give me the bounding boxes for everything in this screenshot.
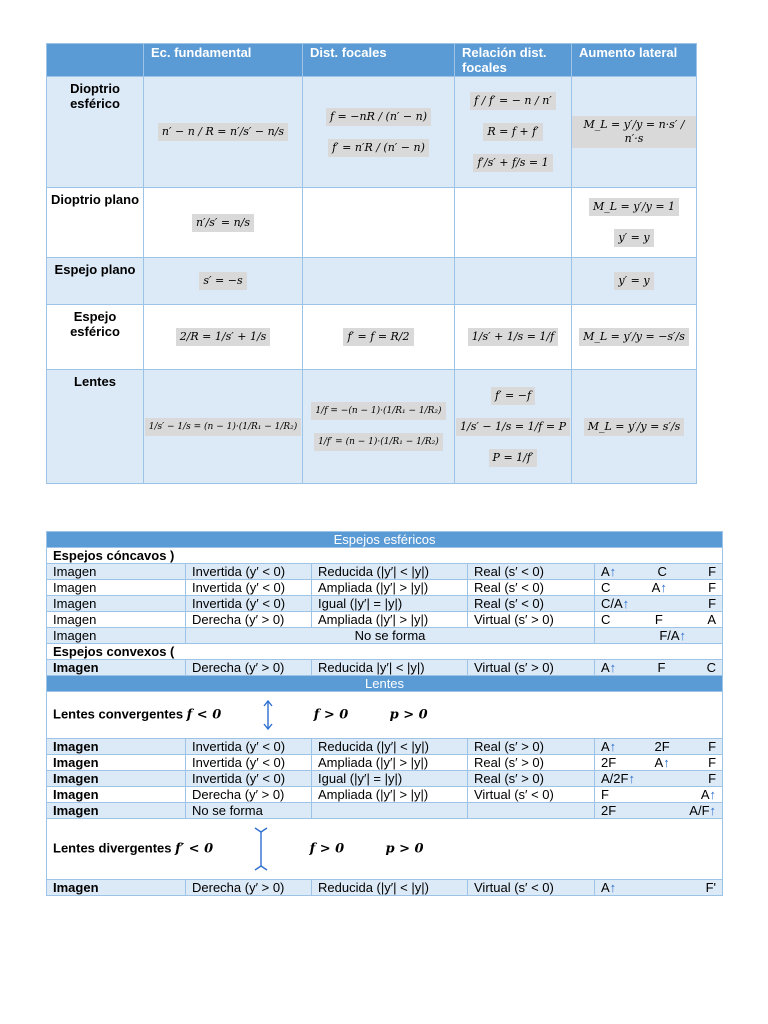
cell: Invertida (y′ < 0) <box>186 739 312 755</box>
cell: Derecha (y′ > 0) <box>186 787 312 803</box>
table-row <box>47 739 723 755</box>
table-row <box>47 787 723 803</box>
position-marker: F <box>708 596 717 611</box>
cell: Derecha (y′ > 0) <box>186 612 312 628</box>
position-marker: F/A↑ <box>595 628 723 644</box>
cell: Invertida (y′ < 0) <box>186 564 312 580</box>
cell: Virtual (s′ > 0) <box>468 660 595 676</box>
formula: f = −nR / (n′ − n) <box>326 108 431 126</box>
concave-label: Espejos cóncavos ) <box>47 548 723 564</box>
position-marker: A↑ <box>654 755 670 770</box>
cell: Imagen <box>47 880 186 896</box>
position-marker: F <box>708 771 717 786</box>
header-dist-focales: Dist. focales <box>303 44 455 77</box>
position-marker: F <box>708 755 717 770</box>
table-row <box>47 612 723 628</box>
cell: Reducida (|y′| < |y|) <box>312 739 468 755</box>
cell: Reducida (|y′| < |y|) <box>312 880 468 896</box>
cell: Ampliada (|y′| > |y|) <box>312 787 468 803</box>
formula: M_L = y′/y = 1 <box>589 198 679 216</box>
formula: y′ = y <box>614 229 653 247</box>
position-marker: C/A↑ <box>601 596 630 611</box>
formula: s′ = −s <box>199 272 246 290</box>
cell: Imagen <box>47 564 186 580</box>
formula: f′ < 0 <box>175 841 214 857</box>
cell: Real (s′ > 0) <box>468 739 595 755</box>
row-label: Espejo plano <box>47 258 144 305</box>
cell: Virtual (s′ < 0) <box>468 880 595 896</box>
cell: Derecha (y′ > 0) <box>186 660 312 676</box>
cell: No se forma <box>186 628 595 644</box>
position-marker: A↑ <box>601 660 617 675</box>
position-marker: F <box>708 580 717 595</box>
formula: f′ = −f <box>491 387 535 405</box>
position-marker: F' <box>705 880 717 895</box>
table-row <box>47 803 723 819</box>
convex-label: Espejos convexos ( <box>47 644 723 660</box>
table-row <box>47 596 723 612</box>
cell: Reducida (|y′| < |y|) <box>312 564 468 580</box>
cell: Igual (|y′| = |y|) <box>312 771 468 787</box>
formula: 1/f = −(n − 1)·(1/R₁ − 1/R₂) <box>311 402 445 420</box>
cell: Virtual (s′ < 0) <box>468 787 595 803</box>
cell: Ampliada (|y′| > |y|) <box>312 580 468 596</box>
formula: R = f + f′ <box>483 123 542 141</box>
position-marker: A↑ <box>700 787 717 802</box>
position-marker: A↑ <box>601 564 617 579</box>
formula: f′/s′ + f/s = 1 <box>473 154 552 172</box>
cell: Imagen <box>47 580 186 596</box>
formula: f < 0 <box>186 707 222 723</box>
row-dioptrio-plano <box>47 188 697 258</box>
cell: Derecha (y′ > 0) <box>186 880 312 896</box>
formula: f > 0 <box>313 707 349 723</box>
position-marker: C <box>601 580 611 595</box>
position-marker: 2F <box>601 755 617 770</box>
cell: No se forma <box>186 803 312 819</box>
cell: Real (s′ < 0) <box>468 564 595 580</box>
converging-lens-header <box>47 692 723 739</box>
formula: 2/R = 1/s′ + 1/s <box>176 328 271 346</box>
position-marker: C <box>657 564 667 579</box>
row-label: Dioptrio esférico <box>47 77 144 188</box>
header-relacion: Relación dist. focales <box>455 44 572 77</box>
position-marker: A↑ <box>651 580 667 595</box>
cell: Imagen <box>47 755 186 771</box>
position-marker: F <box>708 564 717 579</box>
header-aumento: Aumento lateral <box>572 44 697 77</box>
cell: Real (s′ > 0) <box>468 771 595 787</box>
cell: Imagen <box>47 771 186 787</box>
cell: Real (s′ < 0) <box>468 580 595 596</box>
optics-formula-table <box>46 43 697 484</box>
cell: Invertida (y′ < 0) <box>186 580 312 596</box>
formula: y′ = y <box>614 272 653 290</box>
position-marker: A↑ <box>601 739 617 754</box>
row-espejo-esferico <box>47 305 697 370</box>
position-marker: 2F <box>601 803 617 818</box>
conv-label: Lentes convergentes <box>53 706 184 722</box>
section-title-espejos: Espejos esféricos <box>47 532 723 548</box>
cell: Reducida |y′| < |y|) <box>312 660 468 676</box>
position-marker: F <box>601 787 609 802</box>
cell: Imagen <box>47 628 186 644</box>
diverging-lens-icon <box>254 827 268 871</box>
cell: Ampliada (|y′| > |y|) <box>312 755 468 771</box>
cell: Invertida (y′ < 0) <box>186 755 312 771</box>
section-title-lentes: Lentes <box>47 676 723 692</box>
formula: M_L = y′/y = −s′/s <box>579 328 689 346</box>
formula: n′/s′ = n/s <box>192 214 254 232</box>
header-ec-fundamental: Ec. fundamental <box>144 44 303 77</box>
cell: Imagen <box>47 612 186 628</box>
formula: n′ − n / R = n′/s′ − n/s <box>158 123 288 141</box>
cell: Igual (|y′| = |y|) <box>312 596 468 612</box>
position-marker: A <box>707 612 717 627</box>
cell: Virtual (s′ > 0) <box>468 612 595 628</box>
formula: p > 0 <box>389 707 428 723</box>
cell <box>468 803 595 819</box>
cell: Real (s′ < 0) <box>468 596 595 612</box>
formula: f′ = f = R/2 <box>343 328 413 346</box>
formula: M_L = y′/y = n·s′ / n′·s <box>572 116 696 148</box>
header-empty <box>47 44 144 77</box>
cell: Ampliada (|y′| > |y|) <box>312 612 468 628</box>
row-label: Espejo esférico <box>47 305 144 370</box>
table-row <box>47 628 723 644</box>
cell: Real (s′ > 0) <box>468 755 595 771</box>
position-marker: A↑ <box>601 880 617 895</box>
position-marker: C <box>706 660 717 675</box>
cell: Imagen <box>47 739 186 755</box>
table-row <box>47 580 723 596</box>
cell: Imagen <box>47 803 186 819</box>
formula: 1/s′ − 1/s = (n − 1)·(1/R₁ − 1/R₂) <box>145 418 302 436</box>
div-label: Lentes divergentes <box>53 840 172 856</box>
row-label: Lentes <box>47 370 144 484</box>
formula: 1/s′ − 1/s = 1/f = P <box>456 418 570 436</box>
table-row <box>47 755 723 771</box>
position-marker: F <box>708 739 717 754</box>
cell: Imagen <box>47 787 186 803</box>
table-row <box>47 771 723 787</box>
cell: Imagen <box>47 660 186 676</box>
formula: p > 0 <box>385 841 424 857</box>
row-lentes <box>47 370 697 484</box>
cell <box>312 803 468 819</box>
position-marker: C <box>601 612 611 627</box>
position-marker: A/2F↑ <box>601 771 635 786</box>
formula: f′ = n′R / (n′ − n) <box>328 139 429 157</box>
position-marker: 2F <box>654 739 670 754</box>
formula: 1/s′ + 1/s = 1/f <box>468 328 558 346</box>
table-row <box>47 564 723 580</box>
formula: f > 0 <box>309 841 345 857</box>
table-row <box>47 880 723 896</box>
cell: Imagen <box>47 596 186 612</box>
formula: 1/f′ = (n − 1)·(1/R₁ − 1/R₂) <box>314 433 443 451</box>
diverging-lens-header <box>47 819 723 880</box>
cell: Invertida (y′ < 0) <box>186 771 312 787</box>
formula: M_L = y′/y = s′/s <box>584 418 685 436</box>
converging-lens-icon <box>263 699 273 731</box>
image-characteristics-table <box>46 531 723 896</box>
row-dioptrio-esferico <box>47 77 697 188</box>
formula: f / f′ = − n / n′ <box>470 92 556 110</box>
row-label: Dioptrio plano <box>47 188 144 258</box>
position-marker: F <box>657 660 666 675</box>
formula: P = 1/f′ <box>489 449 538 467</box>
table-row <box>47 660 723 676</box>
position-marker: A/F↑ <box>689 803 717 818</box>
cell: Invertida (y′ < 0) <box>186 596 312 612</box>
row-espejo-plano <box>47 258 697 305</box>
position-marker: F <box>654 612 663 627</box>
